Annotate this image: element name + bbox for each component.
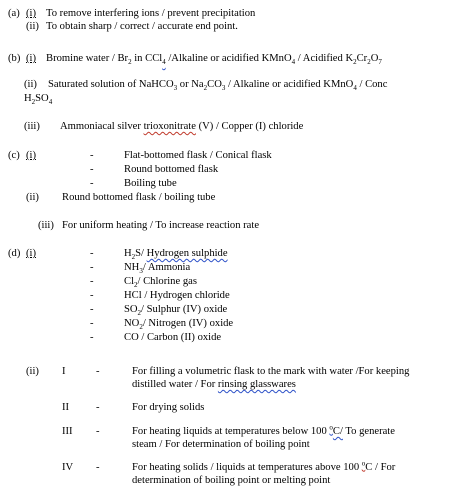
part-c-ii-number: (ii) — [26, 192, 39, 203]
list-dash: - — [90, 262, 94, 273]
part-c-i-number: (i) — [26, 150, 36, 161]
list-dash: - — [96, 366, 100, 377]
gas-item: $H_2S/$ Hydrogen sulphide — [124, 248, 228, 262]
item-III-answer-line1: For heating liquids at temperatures below 100 $^o$C/ To generate — [132, 423, 395, 437]
list-dash: - — [90, 332, 94, 343]
list-dash: - — [90, 164, 94, 175]
part-d-label: (d) — [8, 248, 21, 259]
list-dash: - — [96, 402, 100, 413]
part-a-i-answer: To remove interfering ions / prevent precipitation — [46, 8, 256, 19]
item-II-answer: For drying solids — [132, 402, 205, 413]
part-b-label: (b) — [8, 53, 21, 64]
part-a-label: (a) — [8, 8, 20, 19]
part-a-i-number: (i) — [26, 8, 36, 19]
item-I-answer-line1: For filling a volumetric flask to the mark with water /For keeping — [132, 366, 410, 377]
list-dash: - — [90, 248, 94, 259]
part-b-ii-answer-line1: Saturated solution of NaHCO$_3$ or $Na_2CO_3$ / Alkaline or acidified KMnO$_4$ / Conc — [48, 79, 388, 93]
part-c-label: (c) — [8, 150, 20, 161]
item-I-answer-line2: distilled water / For rinsing glasswares — [132, 379, 296, 390]
part-a-ii-number: (ii) — [26, 21, 39, 32]
part-c-i-answer-2: Round bottomed flask — [124, 164, 219, 175]
item-III-numeral: III — [62, 426, 73, 437]
part-b-iii-number: (iii) — [24, 121, 40, 132]
gas-item: CO / Carbon (II) oxide — [124, 332, 222, 343]
part-b-i-number: (i) — [26, 53, 36, 64]
part-c-iii-number: (iii) — [38, 220, 54, 231]
gas-item: $Cl_2/$ Chlorine gas — [124, 276, 197, 290]
item-I-numeral: I — [62, 366, 66, 377]
gas-item: $NO_2/$ Nitrogen (IV) oxide — [124, 318, 234, 332]
item-IV-numeral: IV — [62, 462, 74, 473]
item-III-answer-line2: steam / For determination of boiling point — [132, 439, 310, 450]
part-c-i-answer-3: Boiling tube — [124, 178, 177, 189]
gas-item: $SO_2/$ Sulphur (IV) oxide — [124, 304, 228, 318]
list-dash: - — [90, 318, 94, 329]
list-dash: - — [96, 462, 100, 473]
part-b-i-answer: Bromine water / $Br_2$ in CCl$_4$ /Alkaline or acidified KMnO$_4$ / Acidified $K_2Cr_2O_7$ — [46, 53, 382, 67]
item-II-numeral: II — [62, 402, 70, 413]
part-c-i-answer-1: Flat-bottomed flask / Conical flask — [124, 150, 272, 161]
part-d-ii-number: (ii) — [26, 366, 39, 377]
list-dash: - — [90, 276, 94, 287]
part-b-ii-answer-line2: $H_2SO_4$ — [24, 93, 53, 107]
list-dash: - — [96, 426, 100, 437]
part-b-iii-answer: Ammoniacal silver trioxonitrate (V) / Copper (I) chloride — [60, 121, 304, 132]
item-IV-answer-line1: For heating solids / liquids at temperatures above 100 $^o$C / For — [132, 459, 396, 473]
part-d-i-number: (i) — [26, 248, 36, 259]
gas-item: HCl / Hydrogen chloride — [124, 290, 230, 301]
list-dash: - — [90, 150, 94, 161]
part-b-ii-number: (ii) — [24, 79, 37, 90]
list-dash: - — [90, 304, 94, 315]
item-IV-answer-line2: determination of boiling point or melting point — [132, 475, 331, 486]
gas-item: $NH_3/$ Ammonia — [124, 262, 191, 276]
part-a-ii-answer: To obtain sharp / correct / accurate end point. — [46, 21, 238, 32]
part-c-ii-answer: Round bottomed flask / boiling tube — [62, 192, 216, 203]
part-c-iii-answer: For uniform heating / To increase reaction rate — [62, 220, 260, 231]
list-dash: - — [90, 290, 94, 301]
list-dash: - — [90, 178, 94, 189]
